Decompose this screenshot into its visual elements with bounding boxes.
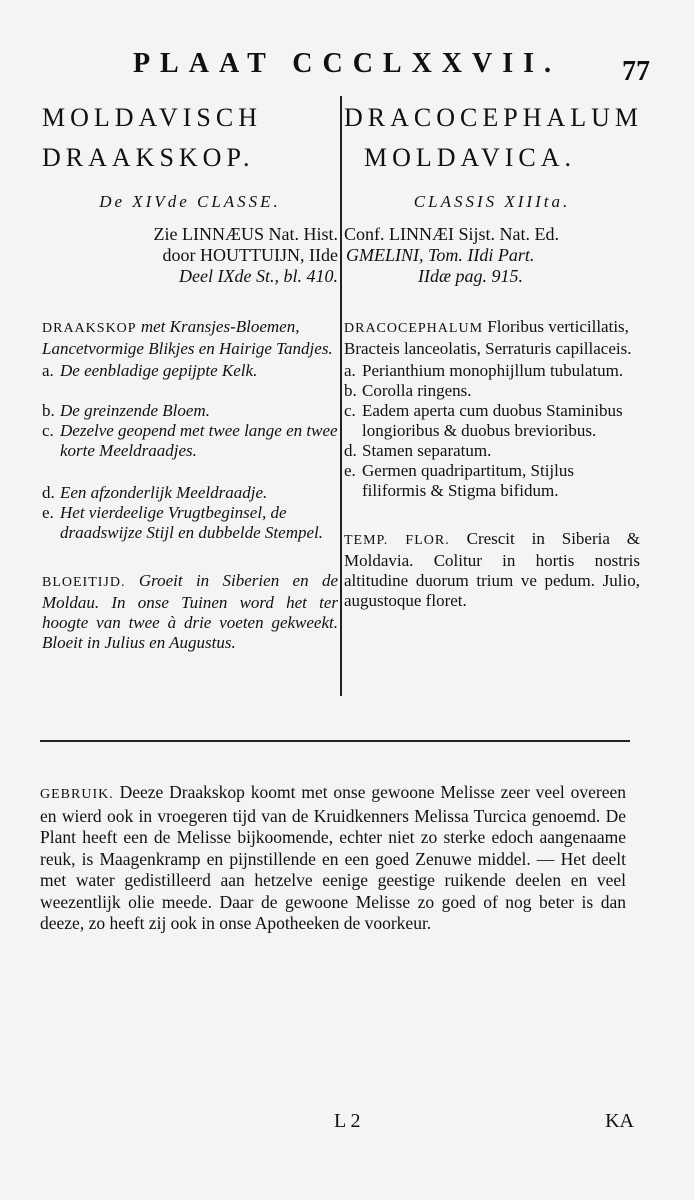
figure-caption: Germen quadripartitum, Stijlus filiformis & Stigma bifidum. — [362, 461, 574, 500]
column-divider — [340, 96, 342, 696]
latin-ref-line3: IIdæ pag. 915. — [418, 266, 523, 286]
dutch-diagnosis-lead: DRAAKSKOP — [42, 321, 137, 336]
dutch-figure-item — [42, 421, 338, 461]
latin-title-line1: DRACOCEPHALUM — [344, 103, 644, 132]
latin-ref-line1: Conf. LINNÆI Sijst. Nat. Ed. — [344, 224, 559, 244]
figure-caption: Perianthium monophijllum tubulatum. — [362, 361, 624, 380]
dutch-figure-list — [42, 361, 338, 543]
dutch-ref-line1: Zie LINNÆUS Nat. Hist. — [153, 224, 338, 244]
dutch-flowering-text: Groeit in Siberien en de Moldau. In onse Tuinen word het ter hoogte van twee à drie voeten gekweekt. Bloeit in Julius en Augustus. — [42, 571, 338, 652]
figure-label: e. — [344, 461, 356, 480]
dutch-diagnosis — [42, 317, 338, 359]
dutch-reference — [42, 224, 338, 287]
dutch-diagnosis-text: met Kransjes-Bloemen, Lancetvormige Blikjes en Hairige Tandjes. — [42, 317, 333, 358]
latin-figure-list — [344, 361, 640, 501]
signature-mark: L 2 — [334, 1110, 361, 1132]
figure-caption: Corolla ringens. — [362, 381, 472, 400]
latin-figure-item — [344, 441, 640, 461]
figure-caption: Een afzonderlijk Meeldraadje. — [60, 483, 268, 502]
dutch-figure-item — [42, 503, 338, 543]
latin-figure-item — [344, 361, 640, 381]
latin-reference — [344, 224, 640, 287]
figure-caption: Dezelve geopend met twee lange en twee korte Meeldraadjes. — [60, 421, 338, 460]
latin-figure-item — [344, 461, 640, 501]
dutch-ref-line2: door HOUTTUIJN, IIde — [162, 245, 338, 265]
figure-caption: Stamen separatum. — [362, 441, 492, 460]
horizontal-rule — [40, 740, 630, 742]
usage-lead: GEBRUIK. — [40, 787, 114, 802]
dutch-title-line2: DRAAKSKOP. — [42, 143, 255, 172]
latin-diagnosis — [344, 317, 640, 359]
figure-label: c. — [344, 401, 356, 420]
figure-caption: Eadem aperta cum duobus Staminibus longioribus & duobus brevioribus. — [362, 401, 623, 440]
latin-class: CLASSIS XIIIta. — [413, 192, 571, 211]
dutch-figure-item — [42, 361, 338, 381]
dutch-figure-item — [42, 401, 338, 421]
dutch-figure-item — [42, 483, 338, 503]
figure-label: a. — [344, 361, 356, 380]
page-number: 77 — [622, 56, 650, 87]
figure-label: c. — [42, 421, 54, 440]
figure-label: d. — [42, 483, 55, 502]
dutch-ref-line3: Deel IXde St., bl. 410. — [179, 266, 338, 286]
figure-label: d. — [344, 441, 357, 460]
figure-label: b. — [42, 401, 55, 420]
latin-flowering-text: Crescit in Siberia & Moldavia. Colitur in hortis nostris altitudine duorum trium ve pedum. Julio, augustoque floret. — [344, 529, 640, 610]
latin-flowering-lead: TEMP. FLOR. — [344, 533, 450, 548]
latin-figure-item — [344, 381, 640, 401]
latin-diagnosis-text: Floribus verticillatis, Bracteis lanceolatis, Serraturis capillaceis. — [344, 317, 632, 358]
figure-label: e. — [42, 503, 54, 522]
dutch-flowering-lead: BLOEITIJD. — [42, 575, 126, 590]
figure-caption: De greinzende Bloem. — [60, 401, 210, 420]
latin-flowering — [344, 529, 640, 611]
figure-label: a. — [42, 361, 54, 380]
dutch-flowering — [42, 571, 338, 653]
plate-heading: PLAAT CCCLXXVII. — [132, 48, 562, 79]
usage-text: Deeze Draakskop koomt met onse gewoone Melisse zeer veel overeen en wierd ook in vroegeren tijd van de Kruidkenners Melissa Turcica genoemd. De Plant heeft een de Melisse bijkoomende, echter niet zo sterke edoch aangenaame reuk, is Maagenkramp en pijnstillende en een goed Zenuwe middel. — Het deelt met water gedistilleerd aan hetzelve eenige geestige ruikende deelen en veel weezentlijk olie meede. Daar de gewoone Melisse zo goed of nog beter is dan deeze, zo heeft zij ook in onse Apotheeken de voorkeur. — [40, 782, 626, 933]
latin-column — [344, 98, 644, 611]
latin-ref-line2: GMELINI, Tom. IIdi Part. — [346, 245, 535, 265]
figure-caption: De eenbladige gepijpte Kelk. — [60, 361, 258, 380]
latin-diagnosis-lead: DRACOCEPHALUM — [344, 321, 484, 336]
figure-label: b. — [344, 381, 357, 400]
dutch-title-line1: MOLDAVISCH — [42, 103, 262, 132]
dutch-column — [42, 98, 338, 653]
dutch-class: De XIVde CLASSE. — [99, 192, 281, 211]
latin-title-line2: MOLDAVICA. — [364, 143, 577, 172]
usage-paragraph — [40, 782, 626, 935]
figure-caption: Het vierdeelige Vrugtbeginsel, de draadswijze Stijl en dubbelde Stempel. — [60, 503, 323, 542]
latin-figure-item — [344, 401, 640, 441]
catchword: KA — [605, 1110, 634, 1132]
